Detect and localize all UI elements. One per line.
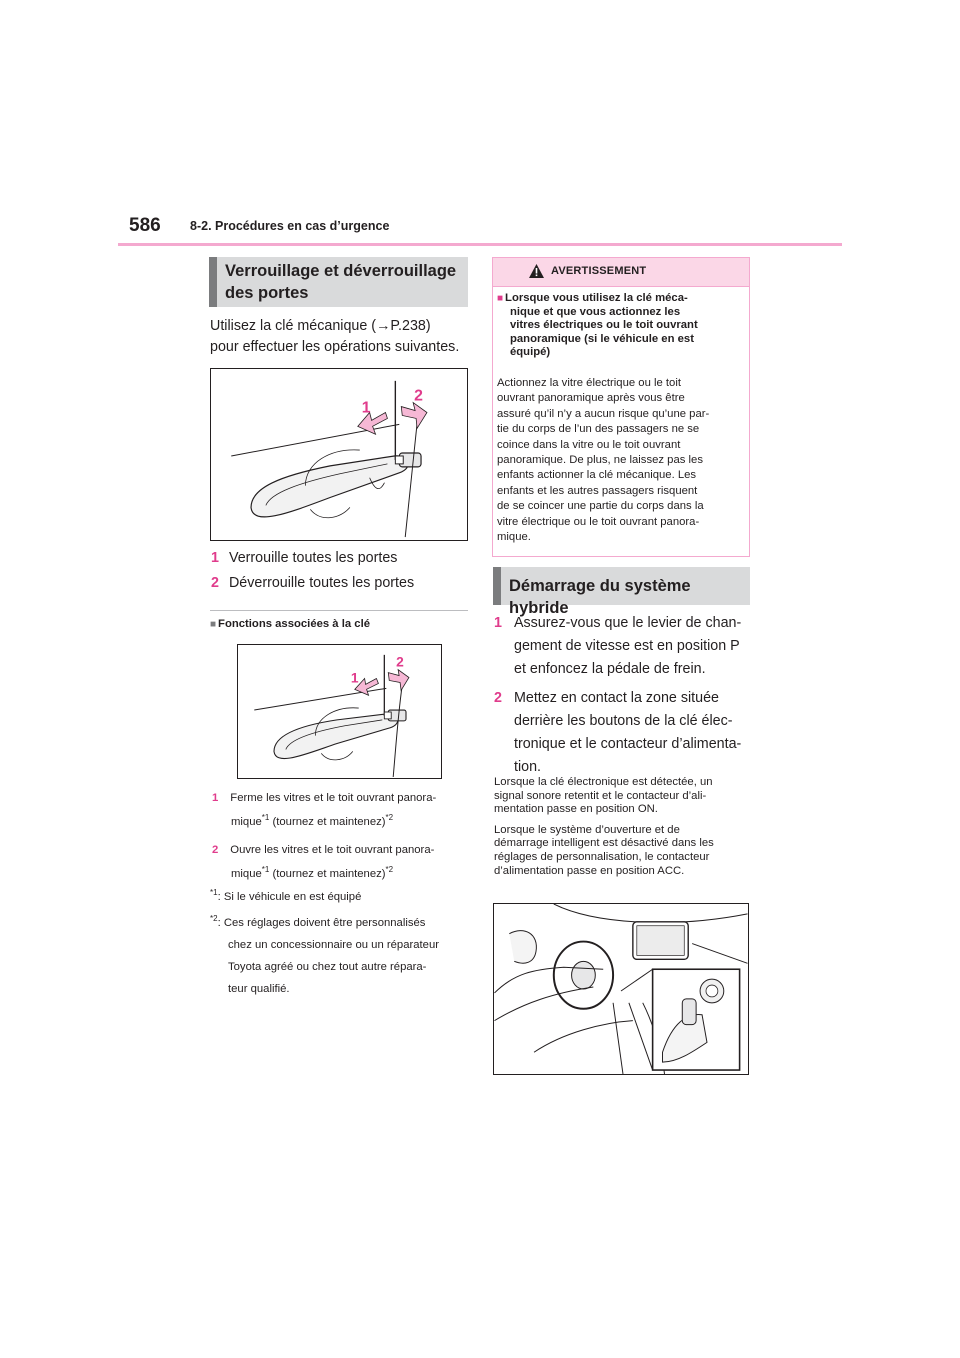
step-1-text: Verrouille toutes les portes — [228, 550, 398, 566]
footnotes — [210, 886, 439, 1000]
start-steps — [494, 612, 741, 779]
fig2-label-1: 1 — [350, 670, 359, 686]
header-rule — [118, 243, 842, 246]
start-paragraphs — [494, 776, 714, 878]
door-handle-illustration-2 — [238, 645, 441, 778]
heading-line-1: Verrouillage et déverrouillage — [225, 262, 457, 280]
heading-line-2: des portes — [225, 284, 309, 302]
intro-line-2: pour effectuer les opérations suivantes. — [210, 339, 460, 355]
footnote-2: $^{*2}$: Ces réglages doivent être personnalisés — [210, 914, 426, 929]
intro-line-1: Utilisez la clé mécanique (→P.238) — [210, 318, 431, 334]
door-handle-illustration-1 — [211, 369, 467, 540]
step-2 — [211, 571, 414, 596]
footnote-2-line-2: chez un concessionnaire ou un réparateur — [228, 939, 440, 951]
key-step-2 — [212, 838, 436, 862]
key-step-2-line1: Ouvre les vitres et le toit ouvrant panora- — [230, 844, 435, 856]
page-number: 586 — [129, 215, 161, 236]
heading-demarrage: Démarrage du système hybride — [493, 567, 750, 605]
footnote-1: $^{*1}$: Si le véhicule en est équipé — [210, 888, 362, 903]
key-step-2-number: 2 — [212, 844, 219, 856]
key-step-2-line2: mique$^{*1}$ (tournez et maintenez)$^{*2}$ — [231, 865, 394, 880]
warning-bold-heading: ■ Lorsque vous utilisez la clé méca- nique et que vous actionnez les vitres électriques ou le toit ouvrant panoramique (si le véhicule en est équipé) — [497, 292, 698, 358]
start-step-2: 2 Mettez en contact la zone située derrière les boutons de la clé élec- tronique et le contacteur d’alimenta- tion. — [494, 690, 742, 775]
intro-text — [210, 316, 459, 358]
warning-body: Actionnez la vitre électrique ou le toit ouvrant panoramique après vous être assuré qu’il n’y a aucun risque qu’une par- tie du corps de l’un des passagers ne se coince dans la vitre ou le toit ouvrant panoramique. De plus, ne laissez pas les enfants actionner la clé mécanique. Les enfants et les autres passagers risquent de se coincer une partie du corps dans la vitre électrique ou le toit ouvrant panora- mique. — [497, 377, 710, 544]
warning-header — [493, 258, 749, 287]
key-step-1-number: 1 — [212, 792, 219, 804]
paragraph-2: Lorsque le système d’ouverture et de démarrage intelligent est désactivé dans les réglages de personnalisation, le contacteur d’alimentation passe en position ACC. — [494, 823, 714, 877]
start-step-1: 1 Assurez-vous que le levier de chan- gement de vitesse est en position P et enfoncez la pédale de frein. — [494, 615, 742, 677]
driver-cockpit-illustration — [494, 904, 748, 1074]
footnote-2-line-4: teur qualifié. — [228, 983, 290, 995]
pink-square-icon: ■ — [497, 293, 504, 304]
key-step-1 — [212, 786, 436, 810]
warning-triangle-icon — [528, 263, 545, 279]
step-1 — [211, 546, 414, 571]
section-title: 8-2. Procédures en cas d’urgence — [190, 219, 390, 233]
warning-box — [492, 257, 750, 557]
door-handle-figure-2 — [237, 644, 442, 779]
step-1-number: 1 — [211, 550, 219, 566]
heading-verrouillage — [209, 257, 468, 307]
key-step-1-line1: Ferme les vitres et le toit ouvrant panora- — [230, 792, 437, 804]
footnote-2-line-3: Toyota agréé ou chez tout autre répara- — [228, 961, 427, 973]
hybrid-start-figure — [493, 903, 749, 1075]
square-bullet-icon: ■ — [210, 619, 217, 630]
fig1-label-1: 1 — [361, 399, 371, 417]
sub-heading-text: Fonctions associées à la clé — [218, 618, 370, 630]
divider — [210, 610, 468, 611]
lock-steps — [211, 546, 414, 596]
step-2-number: 2 — [211, 575, 219, 591]
key-step-1-line2: mique$^{*1}$ (tournez et maintenez)$^{*2}$ — [231, 813, 394, 828]
fig2-label-2: 2 — [396, 654, 404, 670]
sub-heading — [210, 617, 370, 632]
door-handle-figure-1 — [210, 368, 468, 541]
warning-title: AVERTISSEMENT — [551, 265, 647, 277]
step-2-text: Déverrouille toutes les portes — [228, 575, 415, 591]
key-functions-list — [212, 786, 436, 886]
fig1-label-2: 2 — [414, 387, 423, 405]
paragraph-1: Lorsque la clé électronique est détectée, un signal sonore retentit et le contacteur d’ali- mentation passe en position ON. — [494, 776, 713, 816]
